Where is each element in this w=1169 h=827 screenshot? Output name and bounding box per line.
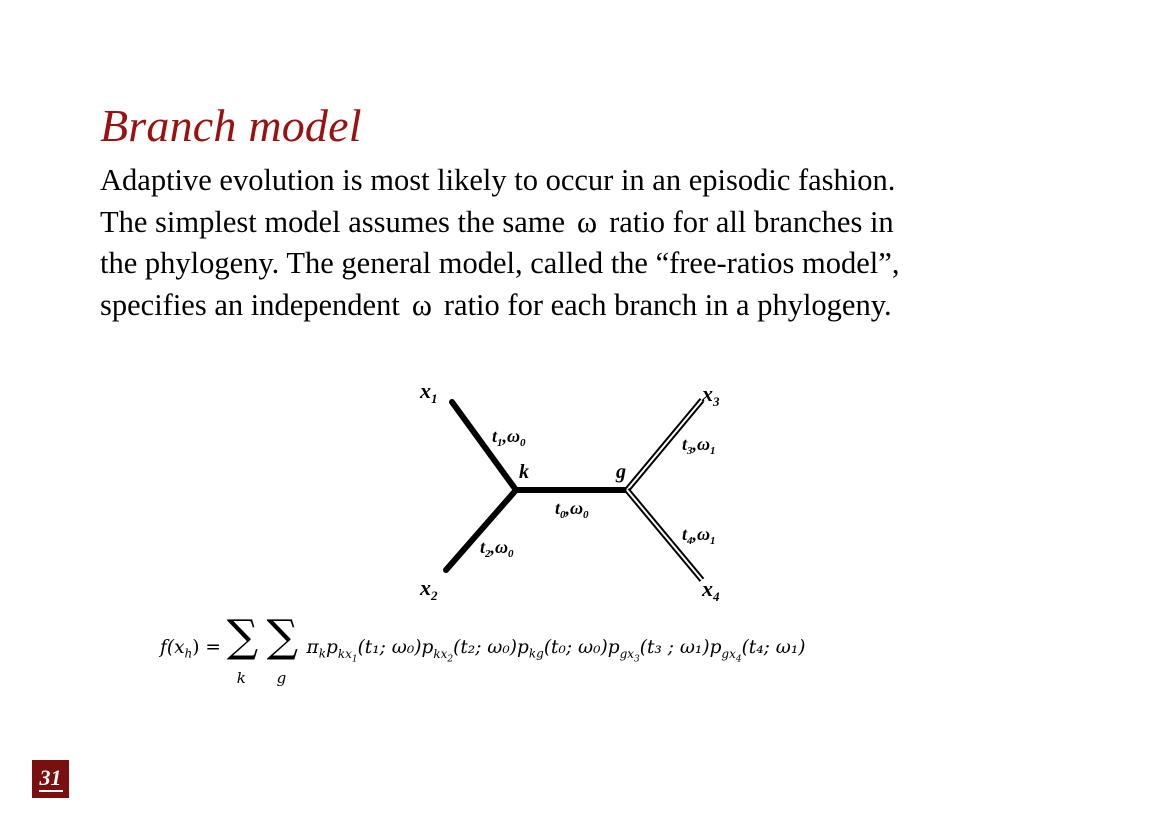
equation-term: $p_{kx_2}(t_2$; ω₀) <box>421 637 518 665</box>
equation-lhs: $f(x_h$ <box>160 637 193 661</box>
paragraph-line-3: the phylogeny. The general model, called the “free-ratios model”, <box>100 246 900 280</box>
paragraph-line-4: specifies an independent ω ratio for each branch in a phylogeny. <box>100 287 892 322</box>
branch-x2-k <box>446 490 516 570</box>
tip-label-x3: $x_3$ <box>702 381 720 409</box>
tip-label-x4: $x_4$ <box>702 576 720 604</box>
node-label-k: k <box>519 461 529 483</box>
likelihood-equation <box>160 611 1010 695</box>
branch-x1-k <box>452 402 516 490</box>
slide-title: Branch model <box>100 100 362 151</box>
branch-label-t3: $t_3,\omega_1$ <box>682 434 716 457</box>
branch-label-t1: $t_1,\omega_0$ <box>492 426 526 449</box>
sum-over-g: ∑ g <box>266 611 299 687</box>
omega-symbol: ω <box>411 287 432 322</box>
tip-label-x2: $x_2$ <box>420 575 438 603</box>
equation-term: $p_{gx_3}(t_3$ ; ω₁) <box>607 637 710 665</box>
slide-paragraph <box>100 160 1100 326</box>
page-number: 31 <box>39 765 62 790</box>
equation-term: $p_{kx_1}(t_1$; ω₀) <box>325 637 422 665</box>
branch-label-t2: $t_2,\omega_0$ <box>480 537 514 560</box>
sum-over-k: ∑ k <box>226 611 259 687</box>
equation-term: $\pi_k$ <box>306 637 326 661</box>
branch-label-t4: $t_4,\omega_1$ <box>682 524 716 547</box>
phylogeny-tree-diagram <box>410 370 750 610</box>
omega-symbol: ω <box>577 204 598 239</box>
page-number-badge <box>32 760 69 798</box>
tip-label-x1: $x_1$ <box>420 378 438 406</box>
node-label-g: g <box>616 461 626 483</box>
paragraph-line-1: Adaptive evolution is most likely to occur in an episodic fashion. <box>100 163 896 197</box>
equation-lhs-close: ) = <box>192 637 221 658</box>
branch-label-t0: $t_0,\omega_0$ <box>555 498 589 521</box>
equation-term: $p_{gx_4}(t_4$; ω₁) <box>709 637 806 665</box>
paragraph-line-2: The simplest model assumes the same ω ratio for all branches in <box>100 204 894 239</box>
equation-term: $p_{kg}(t_0$; ω₀) <box>517 637 608 661</box>
